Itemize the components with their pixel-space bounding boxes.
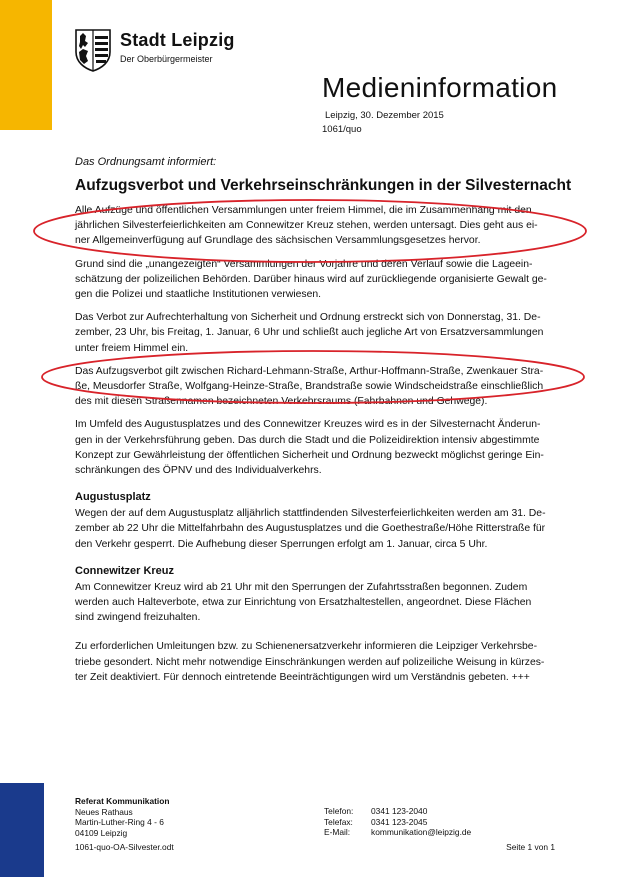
fax-value: 0341 123-2045 bbox=[371, 816, 428, 827]
heading-augustusplatz: Augustusplatz bbox=[75, 491, 151, 504]
org-name: Stadt Leipzig bbox=[120, 30, 235, 50]
paragraph-timeframe bbox=[75, 310, 553, 356]
text-line: zember ab 22 Uhr die Mittelfahrbahn des Augustusplatzes und die Goethestraße/Höhe Ritterstraße für bbox=[75, 523, 546, 535]
footer-email-row bbox=[324, 827, 524, 838]
blue-corner-bar bbox=[0, 783, 44, 877]
text-line: gen die Polizei und staatliche Institutionen verwiesen. bbox=[75, 289, 322, 301]
footer-address-line: Martin-Luther-Ring 4 - 6 bbox=[75, 817, 164, 827]
text-line: Grund sind die „unangezeigten“ Versammlungen der Vorjahre und deren Verlauf sowie die Lageein- bbox=[75, 258, 533, 270]
footer-phone-row bbox=[324, 806, 524, 817]
text-line: Alle Aufzüge und öffentlichen Versammlungen unter freiem Himmel, die im Zusammenhang mit den bbox=[75, 205, 532, 216]
kicker-line: Das Ordnungsamt informiert: bbox=[75, 156, 217, 168]
yellow-corner-bar bbox=[0, 0, 52, 130]
text-line: triebe gesondert. Nicht mehr notwendige Einschränkungen werden auf polizeiliche Weisung in kürzes- bbox=[75, 656, 545, 668]
leipzig-coat-of-arms-logo bbox=[74, 28, 112, 72]
text-line: Konzept zur Gewährleistung der öffentlichen Sicherheit und Ordnung bezweckt möglichst geringe Ein- bbox=[75, 449, 544, 461]
footer-page-number: Seite 1 von 1 bbox=[506, 842, 555, 852]
text-line: des mit diesen Straßennamen bezeichneten Verkehrsraums (Fahrbahnen und Gehwege). bbox=[75, 396, 488, 408]
org-subtitle: Der Oberbürgermeister bbox=[120, 54, 213, 64]
footer-address-line: Neues Rathaus bbox=[75, 806, 133, 817]
text-line: ter Zeit deaktiviert. Für dennoch eintretende Beeinträchtigungen wird um Verständnis gebeten. +++ bbox=[75, 671, 530, 683]
footer-department: Referat Kommunikation bbox=[75, 796, 170, 806]
text-line: sind zwingend freizuhalten. bbox=[75, 612, 201, 624]
phone-label: Telefon: bbox=[324, 806, 354, 816]
document-reference: 1061/quo bbox=[322, 124, 362, 135]
article-body bbox=[75, 203, 553, 693]
text-line: gen in der Verkehrsführung geben. Das durch die Stadt und die Polizeidirektion intensiv abgestimmte bbox=[75, 434, 540, 446]
text-line: den Verkehr gesperrt. Die Aufhebung dieser Sperrungen erfolgt am 1. Januar, circa 5 Uhr. bbox=[75, 538, 488, 550]
phone-value: 0341 123-2040 bbox=[371, 806, 428, 816]
email-label: E-Mail: bbox=[324, 827, 351, 837]
document-type-title: Medieninformation bbox=[322, 72, 558, 103]
paragraph-augustusplatz bbox=[75, 506, 553, 552]
footer-filename: 1061-quo-OA-Silvester.odt bbox=[75, 842, 174, 852]
article-headline: Aufzugsverbot und Verkehrseinschränkungen in der Silvesternacht bbox=[75, 177, 572, 194]
footer-fax-row bbox=[324, 817, 524, 828]
text-line: Zu erforderlichen Umleitungen bzw. zu Schienenersatzverkehr informieren die Leipziger Verkehrsbe- bbox=[75, 641, 538, 653]
paragraph-ban bbox=[75, 203, 553, 249]
heading-connewitzer-kreuz: Connewitzer Kreuz bbox=[75, 564, 175, 577]
text-line: Am Connewitzer Kreuz wird ab 21 Uhr mit den Sperrungen der Zufahrtsstraßen begonnen. Zudem bbox=[75, 581, 528, 593]
footer-address bbox=[75, 796, 305, 838]
footer-contact bbox=[324, 806, 524, 838]
text-line: schätzung der polizeilichen Behörden. Darüber hinaus wird auf zurückliegende organisierte Gewalt ge- bbox=[75, 273, 547, 285]
text-line: unter freiem Himmel ein. bbox=[75, 342, 189, 354]
paragraph-traffic bbox=[75, 417, 553, 478]
text-line: Wegen der auf dem Augustusplatz alljährlich stattfindenden Silvesterfeierlichkeiten werden am 31. De- bbox=[75, 508, 546, 520]
email-value[interactable]: kommunikation@leipzig.de bbox=[371, 827, 472, 837]
paragraph-reason bbox=[75, 257, 553, 303]
text-line: schränkungen des ÖPNV und des Individualverkehrs. bbox=[75, 465, 322, 477]
text-line: zember, 23 Uhr, bis Freitag, 1. Januar, 6 Uhr und schließt auch jegliche Art von Ersatzversammlungen bbox=[75, 327, 544, 339]
text-line: jährlichen Silvesterfeierlichkeiten am Connewitzer Kreuz stehen, werden untersagt. Dies geht aus ei- bbox=[75, 220, 538, 232]
text-line: Im Umfeld des Augustusplatzes und des Connewitzer Kreuzes wird es in der Silvesternacht Änderun- bbox=[75, 419, 541, 431]
text-line: ner Allgemeinverfügung auf Grundlage des sächsischen Versammlungsgesetzes hervor. bbox=[75, 235, 481, 247]
text-line: Das Aufzugsverbot gilt zwischen Richard-Lehmann-Straße, Arthur-Hoffmann-Straße, Zwenkauer Stra- bbox=[75, 365, 544, 377]
document-date: Leipzig, 30. Dezember 2015 bbox=[325, 110, 444, 121]
paragraph-closing bbox=[75, 639, 553, 685]
text-line: ße, Meusdorfer Straße, Wolfgang-Heinze-Straße, Brandstraße sowie Windscheidstraße einschließlich bbox=[75, 381, 544, 393]
footer-address-line: 04109 Leipzig bbox=[75, 827, 128, 838]
paragraph-streets bbox=[75, 364, 553, 410]
text-line: Das Verbot zur Aufrechterhaltung von Sicherheit und Ordnung erstreckt sich von Donnerstag, 31. De- bbox=[75, 312, 541, 324]
paragraph-connewitz bbox=[75, 580, 553, 626]
text-line: werden auch Halteverbote, etwa zur Einrichtung von Ersatzhaltestellen, angeordnet. Diese Flächen bbox=[75, 597, 532, 609]
fax-label: Telefax: bbox=[324, 816, 353, 827]
